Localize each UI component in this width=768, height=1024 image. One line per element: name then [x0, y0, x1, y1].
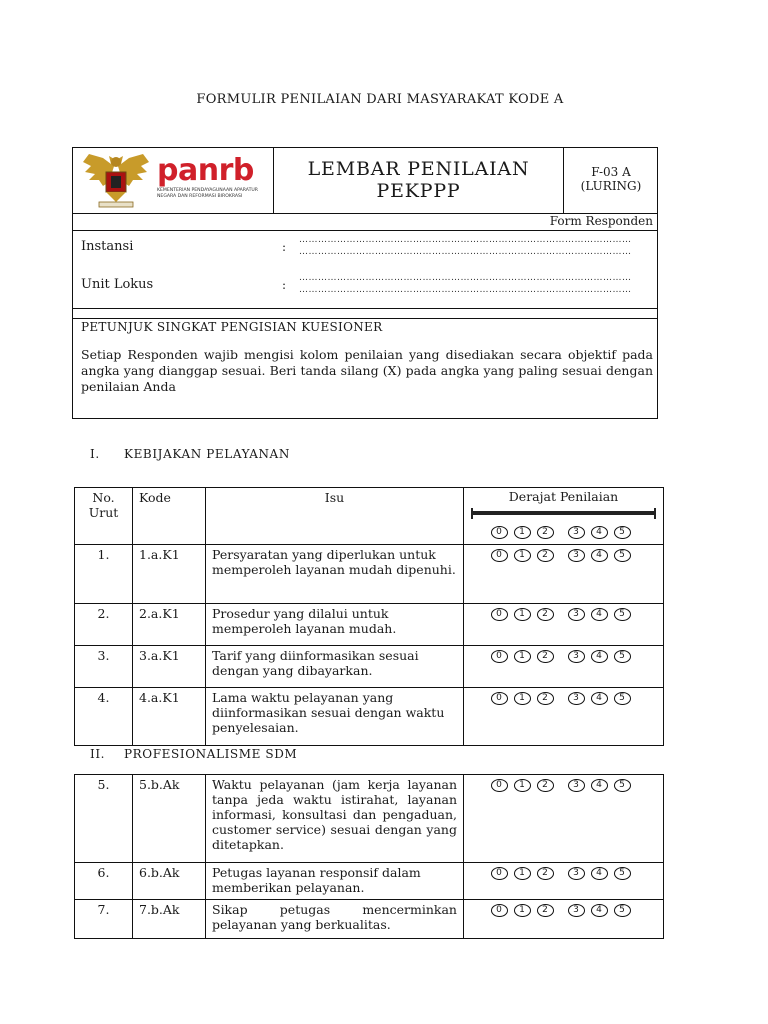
rating-options	[464, 646, 664, 688]
rating-option-3[interactable]: 3	[568, 904, 585, 917]
rating-option-1[interactable]: 1	[514, 549, 531, 562]
row-number: 4.	[75, 688, 133, 746]
row-isu: Tarif yang diinformasikan sesuai dengan yang dibayarkan.	[206, 646, 464, 688]
table-row	[75, 545, 664, 604]
rating-table-kebijakan	[74, 487, 664, 746]
rating-options	[464, 900, 664, 939]
rating-option-1[interactable]: 1	[514, 904, 531, 917]
rating-option-5[interactable]: 5	[614, 867, 631, 880]
table-row	[75, 775, 664, 863]
section-label: KEBIJAKAN PELAYANAN	[124, 447, 290, 461]
rating-option-3[interactable]: 3	[568, 549, 585, 562]
row-number: 1.	[75, 545, 133, 604]
row-kode: 1.a.K1	[133, 545, 206, 604]
column-header-kode: Kode	[133, 488, 206, 545]
row-kode: 4.a.K1	[133, 688, 206, 746]
rating-option-0[interactable]: 0	[491, 608, 508, 621]
rating-option-1[interactable]: 1	[514, 650, 531, 663]
brand-subtitle: KEMENTERIAN PENDAYAGUNAAN APARATUR NEGARA DAN REFORMASI BIROKRASI	[157, 188, 258, 199]
row-isu: Lama waktu pelayanan yang diinformasikan sesuai dengan waktu penyelesaian.	[206, 688, 464, 746]
brand-logo: panrb	[157, 153, 254, 188]
rating-option-1: 1	[514, 526, 531, 539]
rating-option-5[interactable]: 5	[614, 904, 631, 917]
rating-option-0[interactable]: 0	[491, 650, 508, 663]
rating-option-1[interactable]: 1	[514, 608, 531, 621]
instansi-label: Instansi	[81, 239, 134, 254]
form-responden-label: Form Responden	[549, 214, 653, 228]
row-number: 7.	[75, 900, 133, 939]
rating-option-2[interactable]: 2	[537, 549, 554, 562]
rating-option-5[interactable]: 5	[614, 650, 631, 663]
rating-option-0[interactable]: 0	[491, 904, 508, 917]
column-header-derajat	[464, 488, 664, 545]
table-row	[75, 900, 664, 939]
table-row	[75, 863, 664, 900]
rating-option-2[interactable]: 2	[537, 692, 554, 705]
rating-option-0[interactable]: 0	[491, 779, 508, 792]
rating-option-4[interactable]: 4	[591, 904, 608, 917]
row-kode: 6.b.Ak	[133, 863, 206, 900]
rating-option-2[interactable]: 2	[537, 904, 554, 917]
row-kode: 7.b.Ak	[133, 900, 206, 939]
section-number: II.	[90, 747, 106, 761]
rating-option-1[interactable]: 1	[514, 867, 531, 880]
rating-option-5[interactable]: 5	[614, 692, 631, 705]
petunjuk-heading: PETUNJUK SINGKAT PENGISIAN KUESIONER	[81, 320, 383, 334]
rating-option-4[interactable]: 4	[591, 779, 608, 792]
document-code-number: F-03 A	[591, 165, 631, 179]
rating-option-3[interactable]: 3	[568, 867, 585, 880]
unit-lokus-colon: :	[282, 278, 287, 292]
rating-option-5[interactable]: 5	[614, 549, 631, 562]
row-number: 2.	[75, 604, 133, 646]
row-isu: Sikap petugas mencerminkan pelayanan yang berkualitas.	[206, 900, 464, 939]
rating-option-4[interactable]: 4	[591, 549, 608, 562]
garuda-emblem-icon	[81, 152, 151, 210]
section-number: I.	[90, 447, 100, 461]
instansi-field-line-1[interactable]: ……………………………………………………………………………………………	[299, 236, 632, 245]
rating-option-2[interactable]: 2	[537, 867, 554, 880]
row-number: 3.	[75, 646, 133, 688]
unit-lokus-field-line-1[interactable]: ……………………………………………………………………………………………	[299, 274, 632, 283]
scale-bar	[470, 508, 657, 518]
rating-option-5[interactable]: 5	[614, 779, 631, 792]
rating-option-3[interactable]: 3	[568, 650, 585, 663]
rating-option-4[interactable]: 4	[591, 650, 608, 663]
rating-option-3[interactable]: 3	[568, 692, 585, 705]
rating-option-5[interactable]: 5	[614, 608, 631, 621]
rating-option-0[interactable]: 0	[491, 549, 508, 562]
rating-option-2[interactable]: 2	[537, 608, 554, 621]
document-title: LEMBAR PENILAIAN PEKPPP	[307, 158, 530, 202]
rating-options	[464, 863, 664, 900]
row-isu: Prosedur yang dilalui untuk memperoleh layanan mudah.	[206, 604, 464, 646]
row-kode: 2.a.K1	[133, 604, 206, 646]
rating-option-0[interactable]: 0	[491, 867, 508, 880]
section-label: PROFESIONALISME SDM	[124, 747, 298, 761]
row-isu: Persyaratan yang diperlukan untuk memperoleh layanan mudah dipenuhi.	[206, 545, 464, 604]
rating-option-3[interactable]: 3	[568, 779, 585, 792]
row-isu: Petugas layanan responsif dalam memberikan pelayanan.	[206, 863, 464, 900]
column-header-no: No. Urut	[75, 488, 133, 545]
rating-option-3: 3	[568, 526, 585, 539]
rating-options	[464, 688, 664, 746]
rating-table-profesionalisme	[74, 774, 664, 939]
table-row	[75, 646, 664, 688]
derajat-label: Derajat Penilaian	[508, 489, 619, 504]
rating-option-4[interactable]: 4	[591, 692, 608, 705]
rating-option-1[interactable]: 1	[514, 779, 531, 792]
rating-option-2[interactable]: 2	[537, 650, 554, 663]
page-title: FORMULIR PENILAIAN DARI MASYARAKAT KODE A	[196, 92, 564, 107]
rating-option-0[interactable]: 0	[491, 692, 508, 705]
row-isu: Waktu pelayanan (jam kerja layanan tanpa jeda waktu istirahat, layanan informasi, konsultasi dan pengaduan, customer service) sesuai dengan yang ditetapkan.	[206, 775, 464, 863]
rating-option-1[interactable]: 1	[514, 692, 531, 705]
document-code-mode: (LURING)	[580, 179, 642, 193]
table-row	[75, 688, 664, 746]
rating-option-2[interactable]: 2	[537, 779, 554, 792]
rating-options	[464, 775, 664, 863]
row-number: 5.	[75, 775, 133, 863]
rating-option-4[interactable]: 4	[591, 867, 608, 880]
rating-option-3[interactable]: 3	[568, 608, 585, 621]
rating-option-5: 5	[614, 526, 631, 539]
unit-lokus-field-line-2[interactable]: ……………………………………………………………………………………………	[299, 286, 632, 295]
row-kode: 5.b.Ak	[133, 775, 206, 863]
rating-option-4: 4	[591, 526, 608, 539]
unit-lokus-label: Unit Lokus	[81, 277, 154, 292]
instansi-field-line-2[interactable]: ……………………………………………………………………………………………	[299, 248, 632, 257]
scale-legend	[491, 524, 637, 539]
petunjuk-body: Setiap Responden wajib mengisi kolom penilaian yang disediakan secara objektif pada angka yang dianggap sesuai. Beri tanda silang (X) pada angka yang paling sesuai dengan penilaian Anda	[81, 347, 653, 394]
instansi-colon: :	[282, 240, 287, 254]
document-code	[564, 165, 658, 193]
column-header-isu: Isu	[206, 488, 464, 545]
rating-option-2: 2	[537, 526, 554, 539]
row-kode: 3.a.K1	[133, 646, 206, 688]
row-number: 6.	[75, 863, 133, 900]
rating-options	[464, 545, 664, 604]
rating-option-0: 0	[491, 526, 508, 539]
rating-options	[464, 604, 664, 646]
table-row	[75, 604, 664, 646]
rating-option-4[interactable]: 4	[591, 608, 608, 621]
header-box	[72, 147, 658, 419]
